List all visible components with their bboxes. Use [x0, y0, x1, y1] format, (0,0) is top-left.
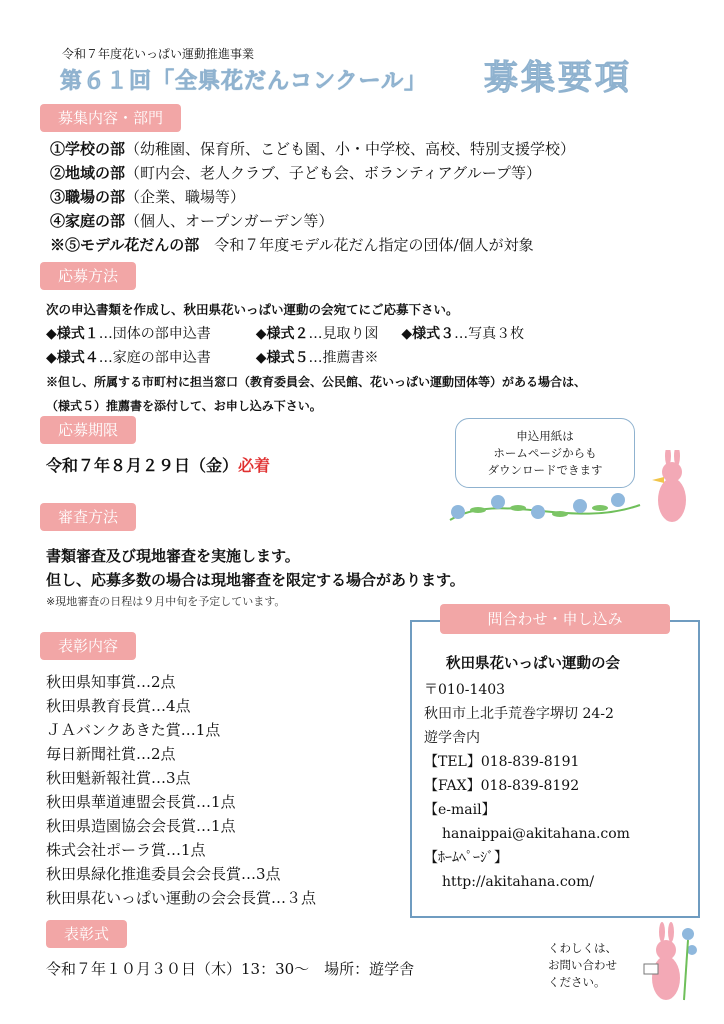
more-info: くわしくは、 お問い合わせ ください。	[548, 941, 617, 989]
deadline-suffix: 必着	[238, 456, 271, 475]
recruitment-badge: 募集要項	[484, 58, 632, 98]
review-note: ※現地審査の日程は９月中旬を予定しています。	[46, 595, 286, 608]
ceremony-text: 令和７年１０月３０日（木）13：30～ 場所：遊学舎	[46, 960, 415, 978]
method-note-1: ※但し、所属する市町村に担当窓口（教育委員会、公民館、花いっぱい運動団体等）がある場合は、	[46, 375, 587, 389]
award-item: 秋田県造園協会会長賞…1点	[46, 817, 236, 835]
contact-org: 秋田県花いっぱい運動の会	[446, 655, 620, 672]
review-line-2: 但し、応募多数の場合は現地審査を限定する場合があります。	[46, 571, 465, 589]
contact-details	[424, 652, 630, 894]
contact-web-label: 【ﾎｰﾑﾍﾟｰｼﾞ】	[424, 850, 508, 866]
contact-tel: 【TEL】018-839-8191	[424, 754, 580, 770]
award-item: 秋田県華道連盟会長賞…1点	[46, 793, 236, 811]
contact-email[interactable]: hanaippai@akitahana.com	[442, 826, 630, 842]
award-item: ＪＡバンクあきた賞…1点	[46, 721, 221, 739]
section-method-heading: 応募方法	[40, 262, 136, 290]
contact-email-label: 【e-mail】	[424, 802, 496, 818]
review-block	[46, 544, 465, 612]
method-block	[46, 298, 586, 418]
award-item: 秋田県知事賞…2点	[46, 673, 176, 691]
category-school: ①学校の部（幼稚園、保育所、こども園、小・中学校、高校、特別支援学校）	[50, 140, 576, 158]
method-note-2: （様式５）推薦書を添付して、お申し込み下さい。	[46, 399, 322, 413]
pretitle: 令和７年度花いっぱい運動推進事業	[62, 47, 255, 61]
awards-list	[46, 670, 316, 910]
forms-row-2: ◆様式４…家庭の部申込書 ◆様式５…推薦書※	[46, 350, 379, 366]
section-deadline-heading: 応募期限	[40, 416, 136, 444]
contact-address: 秋田市上北手荒巻字堺切 24-2	[424, 706, 614, 722]
main-title: 第６１回「全県花だんコンクール」	[60, 69, 428, 94]
contact-building: 遊学舎内	[424, 730, 480, 746]
section-awards-heading: 表彰内容	[40, 632, 136, 660]
section-review-heading: 審査方法	[40, 503, 136, 531]
award-item: 株式会社ポーラ賞…1点	[46, 841, 206, 859]
flower-vine-rabbit-illustration	[440, 450, 710, 540]
category-home: ④家庭の部（個人、オープンガーデン等）	[50, 212, 334, 230]
rabbit-with-letter-illustration	[636, 920, 700, 1010]
method-intro: 次の申込書類を作成し、秋田県花いっぱい運動の会宛てにご応募下さい。	[46, 302, 459, 317]
section-categories-heading: 募集内容・部門	[40, 104, 181, 132]
deadline-date: 令和７年８月２９日（金）必着	[46, 456, 271, 475]
review-line-1: 書類審査及び現地審査を実施します。	[46, 547, 300, 565]
category-workplace: ③職場の部（企業、職場等）	[50, 188, 246, 206]
contact-fax: 【FAX】018-839-8192	[424, 778, 580, 794]
award-item: 秋田県教育長賞…4点	[46, 697, 191, 715]
download-bubble: 申込用紙は ホームページからも ダウンロードできます	[455, 418, 635, 488]
award-item: 毎日新聞社賞…2点	[46, 745, 176, 763]
award-item: 秋田魁新報社賞…3点	[46, 769, 191, 787]
category-model: ※⑤モデル花だんの部 令和７年度モデル花だん指定の団体/個人が対象	[50, 236, 534, 254]
categories-list	[50, 137, 575, 257]
forms-row-1: ◆様式１…団体の部申込書 ◆様式２…見取り図 ◆様式３…写真３枚	[46, 326, 525, 342]
contact-heading: 問合わせ・申し込み	[440, 604, 670, 634]
contact-web[interactable]: http://akitahana.com/	[442, 874, 595, 890]
award-item: 秋田県花いっぱい運動の会会長賞…３点	[46, 889, 317, 907]
section-ceremony-heading: 表彰式	[46, 920, 127, 948]
category-community: ②地域の部（町内会、老人クラブ、子ども会、ボランティアグループ等）	[50, 164, 541, 182]
award-item: 秋田県緑化推進委員会会長賞…3点	[46, 865, 281, 883]
contact-zip: 〒010-1403	[424, 682, 506, 698]
